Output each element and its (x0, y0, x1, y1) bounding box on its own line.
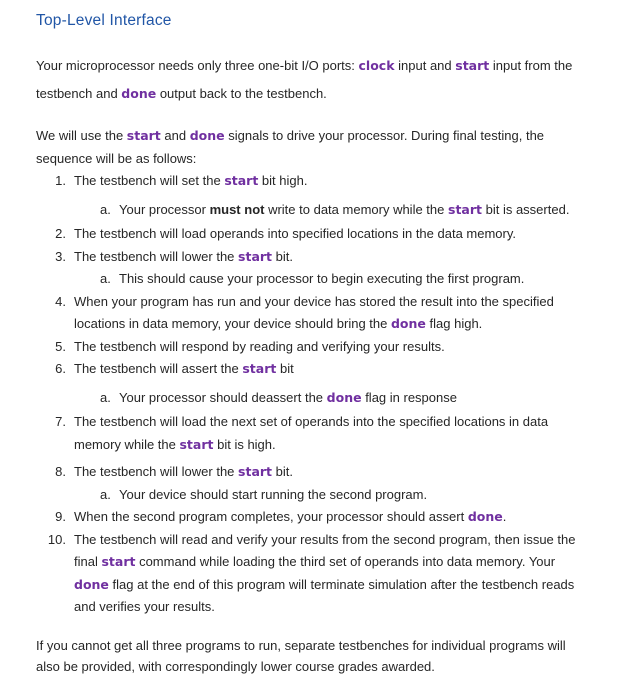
list-item-6 (36, 358, 600, 381)
document-content (36, 52, 600, 677)
text-run: When your program has run and your device has stored the result into the specified (74, 293, 554, 309)
text-run: If you cannot get all three programs to run, separate testbenches for individual programs will (36, 637, 566, 653)
keyword-done: done (390, 316, 426, 331)
sub-item-text (119, 268, 600, 291)
keyword-done: done (326, 389, 362, 405)
text-run: sequence will be as follows: (36, 151, 197, 166)
keyword-start: start (101, 554, 136, 569)
text-run: testbench and (36, 86, 122, 101)
text-run: final (74, 554, 102, 569)
text-run: also be provided, with correspondingly lower course grades awarded. (36, 658, 435, 674)
text-run: bit high. (258, 173, 308, 188)
text-run: Your processor (119, 201, 210, 217)
text-run: memory while the (74, 436, 180, 452)
keyword-done: done (121, 86, 157, 101)
list-item-text (74, 358, 600, 381)
sub-item-text (119, 199, 600, 222)
text-run: write to data memory while the (264, 201, 448, 217)
keyword-start: start (238, 248, 273, 264)
text-run: The testbench will load operands into specified locations in the data memory. (74, 226, 517, 241)
page-title: Top-Level Interface (36, 12, 172, 29)
list-item-number: 1. (55, 173, 66, 188)
text-run: Your processor should deassert the (119, 389, 327, 405)
list-item-7 (36, 411, 600, 456)
list-item-text (74, 170, 600, 193)
list-item-4 (36, 291, 600, 336)
keyword-done: done (189, 128, 225, 143)
bold-text: must not (209, 201, 265, 217)
list-item-2 (36, 223, 600, 246)
list-item-9 (36, 506, 600, 529)
sub-item-letter: a. (100, 486, 111, 502)
list-item-3 (36, 246, 600, 269)
text-run: signals to drive your processor. During final testing, the (224, 128, 545, 143)
list-item-text (74, 411, 600, 456)
keyword-start: start (455, 58, 490, 73)
testing-sequence-list (36, 170, 600, 619)
keyword-start: start (448, 201, 482, 217)
list-item-10 (36, 529, 600, 619)
text-run: flag high. (425, 316, 483, 331)
list-item-text (74, 246, 600, 269)
text-run: The testbench will lower the (74, 464, 239, 479)
text-run: Your microprocessor needs only three one-bit I/O ports: (36, 58, 359, 73)
sub-item-text (119, 387, 600, 410)
text-run: Your device should start running the second program. (119, 486, 428, 502)
keyword-clock: clock (358, 58, 395, 73)
io-ports-paragraph (36, 52, 600, 108)
list-item-1 (36, 170, 600, 193)
list-item-number: 3. (55, 248, 66, 264)
list-item-text (74, 461, 600, 484)
list-item-number: 4. (55, 293, 66, 309)
keyword-start: start (238, 464, 273, 479)
list-item-text (74, 291, 600, 336)
text-run: flag at the end of this program will terminate simulation after the testbench reads (108, 576, 575, 592)
sub-item-letter: a. (100, 201, 111, 217)
sub-item-6a (36, 387, 600, 410)
text-run: The testbench will load the next set of operands into the specified locations in data (74, 414, 549, 429)
list-item-number: 6. (55, 361, 66, 376)
keyword-start: start (126, 128, 161, 143)
text-run: and verifies your results. (74, 599, 215, 614)
sub-item-8a (36, 484, 600, 507)
list-item-number: 8. (55, 464, 66, 479)
text-run: flag in response (361, 389, 457, 405)
text-run: locations in data memory, your device should bring the (74, 316, 391, 331)
keyword-start: start (242, 361, 277, 376)
list-item-text (74, 223, 600, 246)
text-run: The testbench will read and verify your results from the second program, then issue the (74, 531, 576, 547)
list-item-text (74, 506, 600, 529)
list-item-number: 7. (55, 414, 66, 429)
sub-item-letter: a. (100, 389, 111, 405)
list-item-number: 10. (47, 531, 66, 547)
text-run: bit is asserted. (482, 201, 570, 217)
keyword-done: done (74, 576, 109, 592)
text-run: The testbench will assert the (74, 361, 243, 376)
list-item-5 (36, 336, 600, 359)
text-run: command while loading the third set of operands into data memory. Your (135, 554, 556, 569)
sub-item-1a (36, 199, 600, 222)
list-item-number: 2. (55, 226, 66, 241)
text-run: bit (276, 361, 294, 376)
closing-paragraph (36, 635, 600, 677)
text-run: bit. (272, 248, 293, 264)
text-run: The testbench will respond by reading and verifying your results. (74, 338, 445, 354)
text-run: bit is high. (213, 436, 276, 452)
sequence-intro-paragraph (36, 124, 600, 170)
keyword-start: start (179, 436, 214, 452)
text-run: input from the (489, 58, 573, 73)
keyword-done: done (467, 509, 503, 524)
text-run: output back to the testbench. (156, 86, 327, 101)
list-item-8 (36, 461, 600, 484)
list-item-text (74, 336, 600, 359)
keyword-start: start (224, 173, 259, 188)
text-run: and (160, 128, 190, 143)
text-run: . (502, 509, 507, 524)
list-item-text (74, 529, 600, 619)
text-run: The testbench will set the (74, 173, 225, 188)
sub-item-3a (36, 268, 600, 291)
text-run: When the second program completes, your processor should assert (74, 509, 468, 524)
text-run: bit. (272, 464, 293, 479)
text-run: We will use the (36, 128, 127, 143)
sub-item-letter: a. (100, 271, 111, 286)
sub-item-text (119, 484, 600, 507)
text-run: This should cause your processor to begin executing the first program. (119, 271, 525, 286)
text-run: The testbench will lower the (74, 248, 239, 264)
list-item-number: 9. (55, 509, 66, 524)
list-item-number: 5. (55, 338, 66, 354)
text-run: input and (394, 58, 456, 73)
